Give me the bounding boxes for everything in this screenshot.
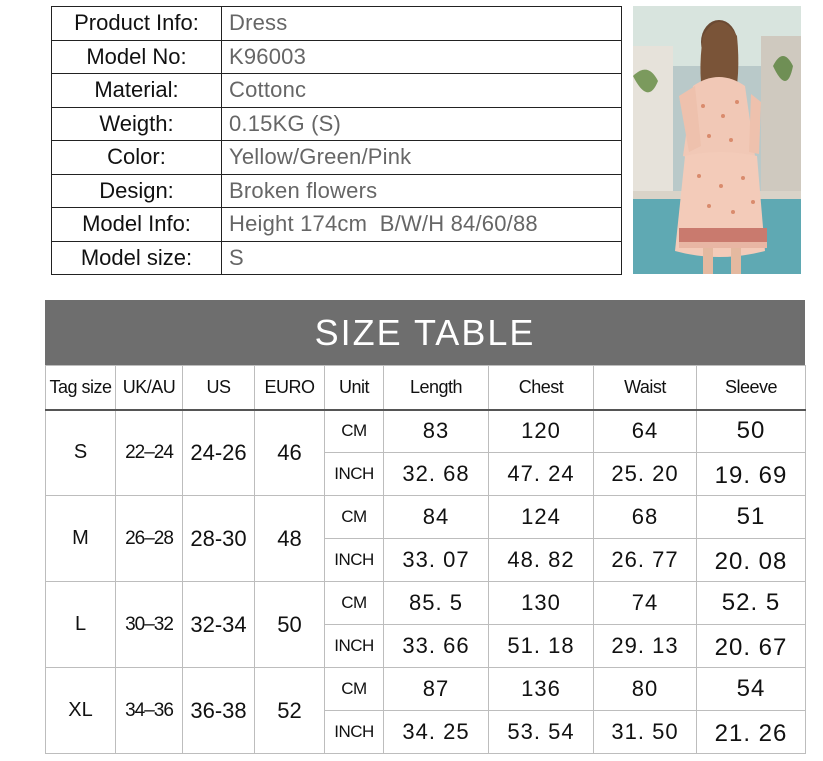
unit-cell: CM xyxy=(325,410,384,453)
tag-size-cell: S xyxy=(46,410,116,496)
sleeve-cell: 51 xyxy=(697,496,806,539)
length-cell: 87 xyxy=(384,668,489,711)
euro-cell: 48 xyxy=(255,496,325,582)
info-label: Material: xyxy=(52,74,222,108)
length-cell: 33. 07 xyxy=(384,539,489,582)
chest-cell: 120 xyxy=(489,410,594,453)
waist-cell: 26. 77 xyxy=(594,539,697,582)
unit-cell: INCH xyxy=(325,625,384,668)
tag-size-cell: M xyxy=(46,496,116,582)
size-table xyxy=(45,365,806,754)
info-row-material xyxy=(52,74,622,108)
column-header: Chest xyxy=(489,366,594,410)
table-row xyxy=(46,668,806,711)
info-value: 0.15KG (S) xyxy=(222,107,622,141)
waist-cell: 74 xyxy=(594,582,697,625)
unit-cell: CM xyxy=(325,582,384,625)
sleeve-cell: 21. 26 xyxy=(697,711,806,754)
info-label: Color: xyxy=(52,141,222,175)
model-photo xyxy=(633,6,801,274)
euro-cell: 46 xyxy=(255,410,325,496)
chest-cell: 124 xyxy=(489,496,594,539)
table-row xyxy=(46,582,806,625)
info-value: Dress xyxy=(222,7,622,41)
column-header: Waist xyxy=(594,366,697,410)
size-table-title: SIZE TABLE xyxy=(45,300,805,365)
info-row-design xyxy=(52,174,622,208)
table-row xyxy=(46,410,806,453)
info-label: Product Info: xyxy=(52,7,222,41)
chest-cell: 47. 24 xyxy=(489,453,594,496)
chest-cell: 130 xyxy=(489,582,594,625)
info-value: Cottonc xyxy=(222,74,622,108)
tag-size-cell: L xyxy=(46,582,116,668)
table-row xyxy=(46,496,806,539)
info-value: Broken flowers xyxy=(222,174,622,208)
uk-au-cell: 34–36 xyxy=(116,668,183,754)
length-cell: 84 xyxy=(384,496,489,539)
us-cell: 32-34 xyxy=(183,582,255,668)
info-value: S xyxy=(222,241,622,275)
uk-au-cell: 22–24 xyxy=(116,410,183,496)
unit-cell: CM xyxy=(325,496,384,539)
sleeve-cell: 20. 67 xyxy=(697,625,806,668)
sleeve-cell: 54 xyxy=(697,668,806,711)
column-header: Unit xyxy=(325,366,384,410)
info-row-model-no xyxy=(52,40,622,74)
tag-size-cell: XL xyxy=(46,668,116,754)
chest-cell: 48. 82 xyxy=(489,539,594,582)
column-header: Length xyxy=(384,366,489,410)
info-label: Model No: xyxy=(52,40,222,74)
size-table-header-row xyxy=(46,366,806,410)
chest-cell: 51. 18 xyxy=(489,625,594,668)
unit-cell: INCH xyxy=(325,453,384,496)
info-label: Model Info: xyxy=(52,208,222,242)
sleeve-cell: 50 xyxy=(697,410,806,453)
info-value: K96003 xyxy=(222,40,622,74)
info-row-product xyxy=(52,7,622,41)
waist-cell: 25. 20 xyxy=(594,453,697,496)
column-header: US xyxy=(183,366,255,410)
us-cell: 28-30 xyxy=(183,496,255,582)
column-header: UK/AU xyxy=(116,366,183,410)
uk-au-cell: 26–28 xyxy=(116,496,183,582)
unit-cell: INCH xyxy=(325,711,384,754)
product-info-table xyxy=(51,6,622,275)
waist-cell: 29. 13 xyxy=(594,625,697,668)
uk-au-cell: 30–32 xyxy=(116,582,183,668)
info-row-color xyxy=(52,141,622,175)
euro-cell: 52 xyxy=(255,668,325,754)
unit-cell: INCH xyxy=(325,539,384,582)
column-header: Tag size xyxy=(46,366,116,410)
info-row-model-info xyxy=(52,208,622,242)
waist-cell: 80 xyxy=(594,668,697,711)
info-label: Weigth: xyxy=(52,107,222,141)
column-header: Sleeve xyxy=(697,366,806,410)
sleeve-cell: 52. 5 xyxy=(697,582,806,625)
info-value: Yellow/Green/Pink xyxy=(222,141,622,175)
length-cell: 85. 5 xyxy=(384,582,489,625)
us-cell: 36-38 xyxy=(183,668,255,754)
model-photo-icon xyxy=(633,6,801,274)
column-header: EURO xyxy=(255,366,325,410)
waist-cell: 31. 50 xyxy=(594,711,697,754)
info-row-weight xyxy=(52,107,622,141)
us-cell: 24-26 xyxy=(183,410,255,496)
length-cell: 83 xyxy=(384,410,489,453)
info-value: Height 174cm B/W/H 84/60/88 xyxy=(222,208,622,242)
length-cell: 33. 66 xyxy=(384,625,489,668)
length-cell: 32. 68 xyxy=(384,453,489,496)
waist-cell: 68 xyxy=(594,496,697,539)
info-label: Design: xyxy=(52,174,222,208)
chest-cell: 53. 54 xyxy=(489,711,594,754)
sleeve-cell: 20. 08 xyxy=(697,539,806,582)
sleeve-cell: 19. 69 xyxy=(697,453,806,496)
info-row-model-size xyxy=(52,241,622,275)
unit-cell: CM xyxy=(325,668,384,711)
info-label: Model size: xyxy=(52,241,222,275)
length-cell: 34. 25 xyxy=(384,711,489,754)
waist-cell: 64 xyxy=(594,410,697,453)
chest-cell: 136 xyxy=(489,668,594,711)
euro-cell: 50 xyxy=(255,582,325,668)
